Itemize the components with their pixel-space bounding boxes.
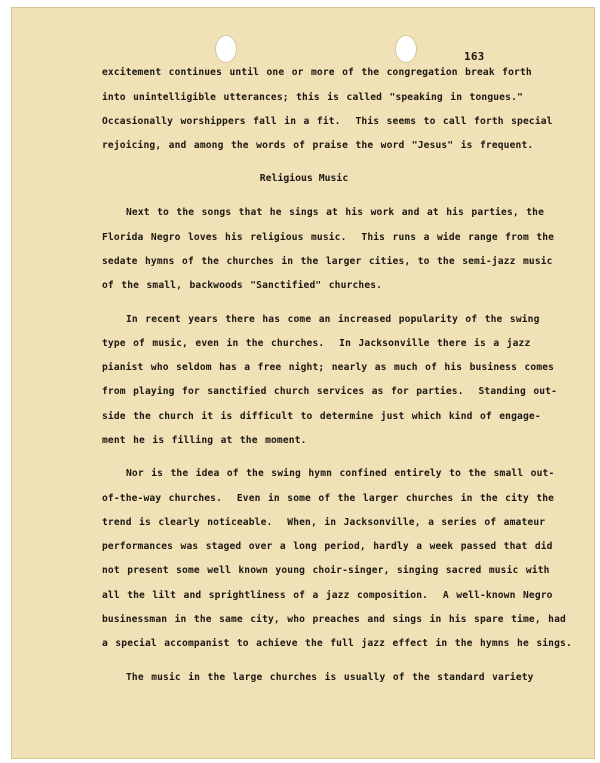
text-line: Occasionally worshippers fall in a fit. This seems to call forth special (102, 116, 553, 127)
punch-hole (395, 35, 417, 63)
text-line: of the small, backwoods "Sanctified" churches. (102, 280, 383, 291)
page-number: 163 (464, 50, 485, 63)
text-line: not present some well known young choir-singer, singing sacred music with (102, 565, 550, 576)
section-heading: Religious Music (259, 173, 349, 184)
text-line: a special accompanist to achieve the full jazz effect in the hymns he sings. (102, 638, 572, 649)
text-line: performances was staged over a long period, hardly a week passed that did (102, 541, 553, 552)
text-line: In recent years there has come an increased popularity of the swing (126, 314, 540, 325)
text-line: trend is clearly noticeable. When, in Jacksonville, a series of amateur (102, 517, 546, 528)
text-line: excitement continues until one or more of the congregation break forth (102, 67, 532, 78)
text-line: side the church it is difficult to determine just which kind of engage- (102, 411, 541, 422)
text-line: type of music, even in the churches. In Jacksonville there is a jazz (102, 338, 531, 349)
text-line: all the lilt and sprightliness of a jazz composition. A well-known Negro (102, 590, 553, 601)
text-line: businessman in the same city, who preaches and sings in his spare time, had (102, 614, 566, 625)
text-line: from playing for sanctified church services as for parties. Standing out- (102, 386, 558, 397)
text-line: Florida Negro loves his religious music. This runs a wide range from the (102, 232, 555, 243)
text-line: Next to the songs that he sings at his work and at his parties, the (126, 207, 545, 218)
text-line: pianist who seldom has a free night; nearly as much of his business comes (102, 362, 555, 373)
punch-hole (215, 35, 237, 63)
text-line: into unintelligible utterances; this is called "speaking in tongues." (102, 92, 523, 103)
document-page (11, 7, 595, 759)
text-line: The music in the large churches is usually of the standard variety (126, 672, 534, 683)
text-line: of-the-way churches. Even in some of the larger churches in the city the (102, 493, 555, 504)
text-line: Nor is the idea of the swing hymn confined entirely to the small out- (126, 468, 555, 479)
text-line: sedate hymns of the churches in the larger cities, to the semi-jazz music (102, 256, 553, 267)
text-line: rejoicing, and among the words of praise the word "Jesus" is frequent. (102, 140, 534, 151)
text-line: ment he is filling at the moment. (102, 435, 307, 446)
